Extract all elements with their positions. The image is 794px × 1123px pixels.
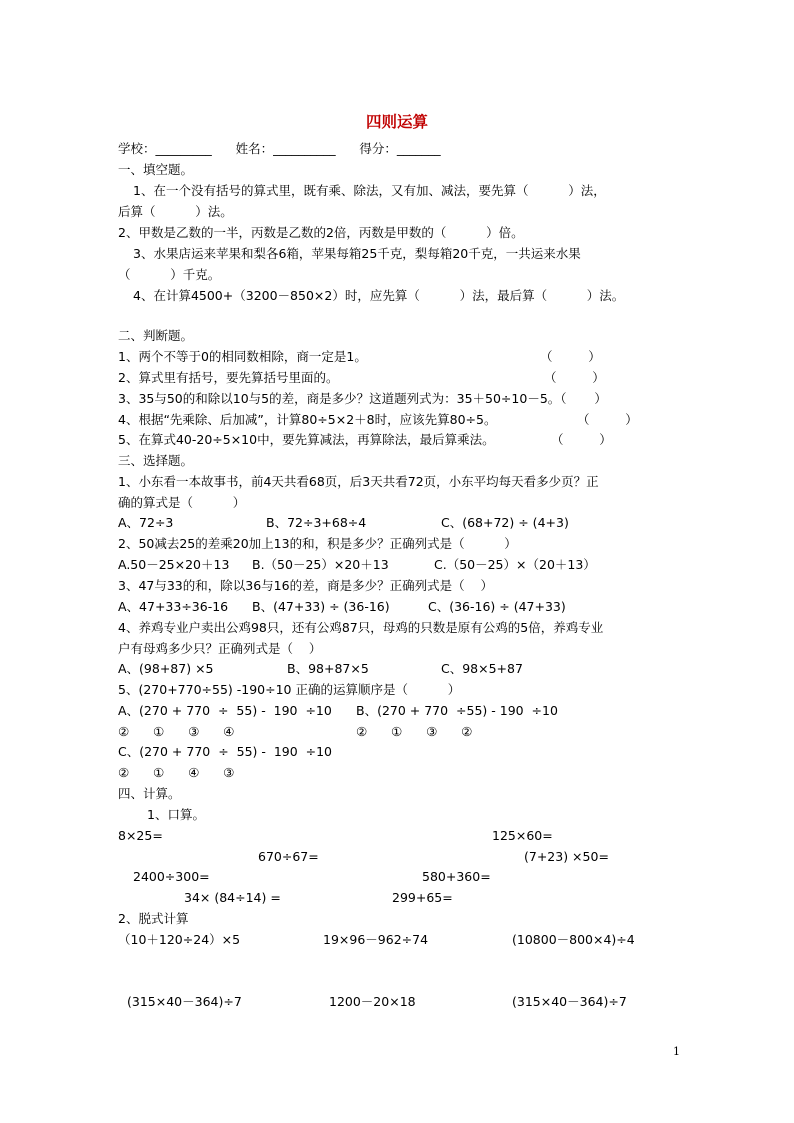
oral-item: 299+65= [392, 890, 453, 905]
s2-q1-bracket: （ ） [540, 349, 601, 364]
page-title: 四则运算 [365, 113, 428, 131]
s1-q1-line2: 后算（ ）法。 [118, 204, 233, 219]
s1-q4: 4、在计算4500+（3200－850×2）时，应先算（ ）法，最后算（ ）法。 [133, 288, 625, 303]
s2-q4: 4、根据“先乘除、后加减”，计算80÷5×2＋8时，应该先算80÷5。 [118, 412, 497, 427]
step-calc-item: （10＋120÷24）×5 [118, 932, 241, 947]
s3-q4-line1: 4、养鸡专业户卖出公鸡98只，还有公鸡87只，母鸡的只数是原有公鸡的5倍，养鸡专业 [118, 620, 604, 635]
step-calc-item: (315×40－364)÷7 [127, 994, 242, 1009]
s3-q1-line2: 确的算式是（ ） [118, 495, 246, 510]
s4-sub1-heading: 1、口算。 [147, 807, 205, 822]
s3-q4-option-a: A、(98+87) ×5 [118, 661, 214, 676]
page-number: 1 [673, 1045, 680, 1058]
s3-q5-option-b: B、(270 + 770 ÷55) - 190 ÷10 [356, 703, 558, 718]
s2-q4-bracket: （ ） [577, 412, 638, 427]
s3-q1-option-a: A、72÷3 [118, 515, 174, 530]
s3-q5-order-b: ② ① ③ ② [356, 724, 473, 739]
oral-item: 580+360= [422, 869, 491, 884]
oral-item: 2400÷300= [133, 869, 210, 884]
s3-q2-option-c: C.（50－25）×（20＋13） [434, 557, 596, 572]
s2-q3: 3、35与50的和除以10与5的差，商是多少？这道题列式为：35＋50÷10－5。（ ） [118, 391, 607, 406]
s2-q5-bracket: （ ） [551, 432, 612, 447]
section-2-heading: 二、判断题。 [118, 328, 194, 343]
s1-q2: 2、甲数是乙数的一半，丙数是乙数的2倍，丙数是甲数的（ ）倍。 [118, 225, 524, 240]
s1-q3-line1: 3、水果店运来苹果和梨各6箱，苹果每箱25千克，梨每箱20千克，一共运来水果 [133, 246, 581, 261]
s3-q3-option-b: B、(47+33) ÷ (36-16) [252, 599, 390, 614]
section-4-heading: 四、计算。 [118, 786, 181, 801]
s3-q5-order-a: ② ① ③ ④ [118, 724, 235, 739]
header-fields: 学校：_________ 姓名：__________ 得分：_______ [118, 141, 441, 156]
step-calc-item: (315×40－364)÷7 [512, 994, 627, 1009]
s3-q3: 3、47与33的和，除以36与16的差，商是多少？正确列式是（ ） [118, 578, 493, 593]
step-calc-item: 1200－20×18 [329, 994, 416, 1009]
s3-q1-option-c: C、(68+72) ÷ (4+3) [441, 515, 569, 530]
s3-q3-option-a: A、47+33÷36-16 [118, 599, 229, 614]
s2-q5: 5、在算式40-20÷5×10中，要先算减法，再算除法，最后算乘法。 [118, 432, 495, 447]
s3-q5-option-c: C、(270 + 770 ÷ 55) - 190 ÷10 [118, 744, 333, 759]
oral-item: (7+23) ×50= [524, 849, 609, 864]
s3-q5: 5、(270+770÷55) -190÷10 正确的运算顺序是（ ） [118, 682, 461, 697]
s3-q1-option-b: B、72÷3+68÷4 [266, 515, 367, 530]
step-calc-item: 19×96－962÷74 [323, 932, 429, 947]
step-calc-item: (10800－800×4)÷4 [512, 932, 635, 947]
s3-q5-option-a: A、(270 + 770 ÷ 55) - 190 ÷10 [118, 703, 332, 718]
s2-q1: 1、两个不等于0的相同数相除，商一定是1。 [118, 349, 367, 364]
s2-q2-bracket: （ ） [544, 370, 605, 385]
s3-q2-option-a: A.50－25×20＋13 [118, 557, 230, 572]
oral-item: 125×60= [492, 828, 553, 843]
s3-q2: 2、50减去25的差乘20加上13的和，积是多少？正确列式是（ ） [118, 536, 517, 551]
oral-item: 670÷67= [258, 849, 319, 864]
s1-q1-line1: 1、在一个没有括号的算式里，既有乘、除法，又有加、减法，要先算（ ）法， [133, 183, 606, 198]
s3-q5-order-c: ② ① ④ ③ [118, 765, 235, 780]
oral-item: 34× (84÷14) = [184, 890, 281, 905]
section-3-heading: 三、选择题。 [118, 453, 194, 468]
s2-q2: 2、算式里有括号，要先算括号里面的。 [118, 370, 339, 385]
s3-q2-option-b: B.（50－25）×20＋13 [252, 557, 389, 572]
s3-q1-line1: 1、小东看一本故事书，前4天共看68页，后3天共看72页，小东平均每天看多少页？正 [118, 474, 599, 489]
section-1-heading: 一、填空题。 [118, 162, 194, 177]
s3-q4-option-b: B、98+87×5 [287, 661, 369, 676]
s1-q3-line2: （ ）千克。 [118, 267, 221, 282]
s3-q3-option-c: C、(36-16) ÷ (47+33) [428, 599, 566, 614]
oral-item: 8×25= [118, 828, 163, 843]
s3-q4-option-c: C、98×5+87 [441, 661, 523, 676]
s3-q4-line2: 户有母鸡多少只？正确列式是（ ） [118, 641, 322, 656]
s4-sub2-heading: 2、脱式计算 [118, 911, 189, 926]
